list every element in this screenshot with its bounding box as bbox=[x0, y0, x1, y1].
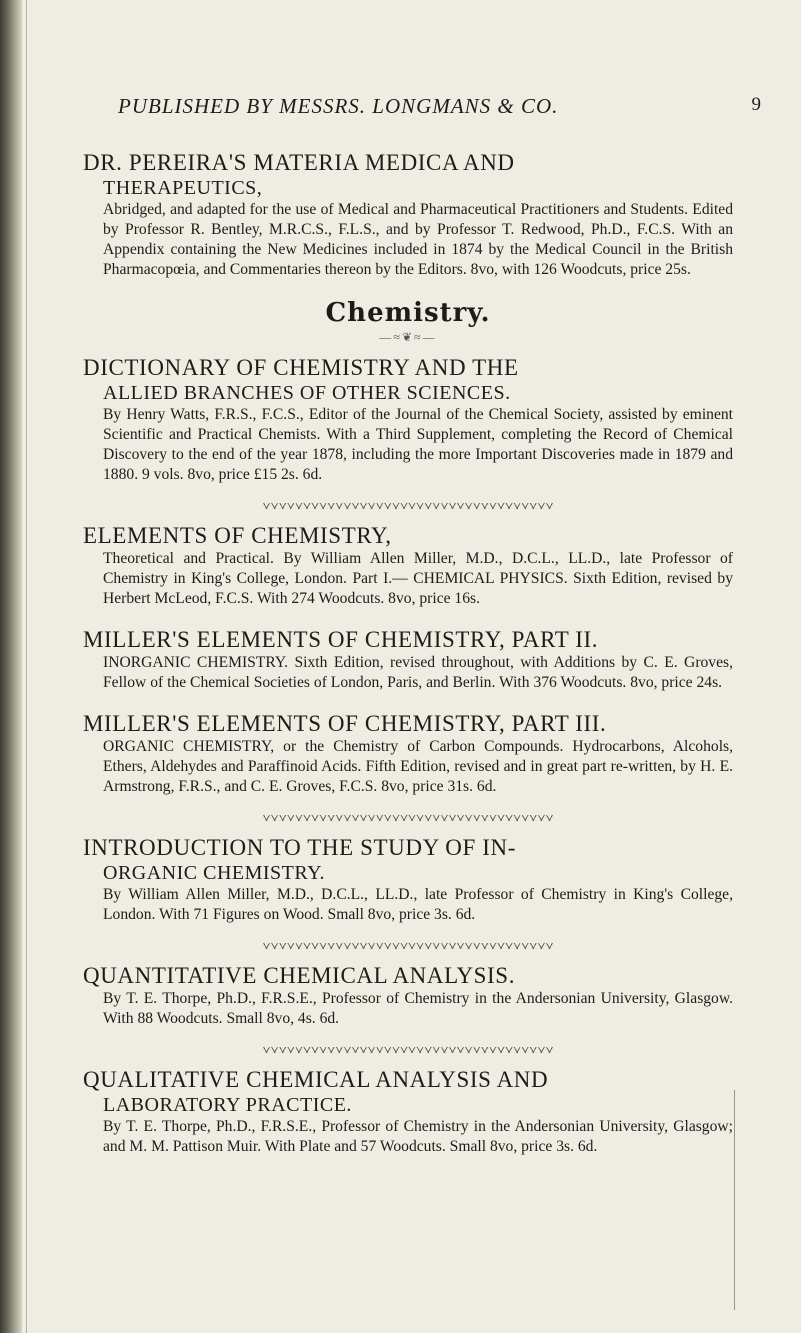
entry-title: MILLER'S ELEMENTS OF CHEMISTRY, PART III. bbox=[83, 711, 607, 736]
entry-pereira bbox=[83, 150, 733, 280]
entry-title: DICTIONARY OF CHEMISTRY AND THE bbox=[83, 355, 519, 380]
entry-quantitative bbox=[83, 963, 733, 1029]
entry-title: MILLER'S ELEMENTS OF CHEMISTRY, PART II. bbox=[83, 627, 599, 652]
ornament-icon: —≈❦≈— bbox=[379, 330, 437, 344]
wave-divider bbox=[263, 1047, 553, 1053]
entry-body: By Henry Watts, F.R.S., F.C.S., Editor of the Journal of the Chemical Society, assisted by eminent Scientific and Practical Chemists. With a Third Supplement, completing the Record of Chemical Discovery to the end of the year 1878, including the more Important Discoveries made in 1879 and 1880. 9 vols. 8vo, price £15 2s. 6d. bbox=[103, 406, 733, 483]
page-content bbox=[83, 150, 733, 1175]
entry-title: DR. PEREIRA'S MATERIA MEDICA AND bbox=[83, 150, 515, 175]
entry-subtitle: ALLIED BRANCHES OF OTHER SCIENCES. bbox=[103, 382, 511, 404]
header-text: PUBLISHED BY MESSRS. LONGMANS & CO. bbox=[118, 94, 559, 118]
entry-title: INTRODUCTION TO THE STUDY OF IN- bbox=[83, 835, 516, 860]
page-number: 9 bbox=[751, 94, 762, 115]
entry-body: ORGANIC CHEMISTRY, or the Chemistry of Carbon Compounds. Hydrocarbons, Alcohols, Ethers, Aldehydes and Paraffinoid Acids. Fifth Edition, revised and in great part re-written, by H. E. Armstrong, F.R.S., and C. E. Groves, F.C.S. 8vo, price 31s. 6d. bbox=[103, 738, 733, 795]
wave-divider bbox=[263, 503, 553, 509]
entry-body: By T. E. Thorpe, Ph.D., F.R.S.E., Professor of Chemistry in the Andersonian University, Glasgow; and M. M. Pattison Muir. With Plate and 57 Woodcuts. Small 8vo, price 3s. 6d. bbox=[103, 1118, 733, 1155]
section-heading: Chemistry. bbox=[325, 298, 491, 328]
entry-body: INORGANIC CHEMISTRY. Sixth Edition, revised throughout, with Additions by C. E. Groves, Fellow of the Chemical Societies of London, Paris, and Berlin. With 376 Woodcuts. 8vo, price 24s. bbox=[103, 654, 733, 691]
entry-miller-part2 bbox=[83, 627, 733, 693]
entry-dictionary bbox=[83, 355, 733, 485]
entry-qualitative bbox=[83, 1067, 733, 1157]
entry-miller-part3 bbox=[83, 711, 733, 797]
entry-subtitle: ORGANIC CHEMISTRY. bbox=[103, 862, 325, 884]
entry-elements bbox=[83, 523, 733, 609]
entry-body: Abridged, and adapted for the use of Medical and Pharmaceutical Practitioners and Students. Edited by Professor R. Bentley, M.R.C.S., F.L.S., and by Professor T. Redwood, Ph.D., F.C.S. With an Appendix containing the New Medicines included in 1874 by the Medical Council in the British Pharmacopœia, and Commentaries thereon by the Editors. 8vo, with 126 Woodcuts, price 25s. bbox=[103, 201, 733, 278]
book-spine-shadow bbox=[0, 0, 22, 1333]
gutter-edge bbox=[26, 0, 27, 1333]
wave-divider bbox=[263, 943, 553, 949]
entry-body: By T. E. Thorpe, Ph.D., F.R.S.E., Professor of Chemistry in the Andersonian University, Glasgow. With 88 Woodcuts. Small 8vo, 4s. 6d. bbox=[103, 990, 733, 1027]
entry-introduction bbox=[83, 835, 733, 925]
entry-subtitle: LABORATORY PRACTICE. bbox=[103, 1094, 352, 1116]
entry-title: QUALITATIVE CHEMICAL ANALYSIS AND bbox=[83, 1067, 549, 1092]
entry-title: ELEMENTS OF CHEMISTRY, bbox=[83, 523, 392, 548]
entry-body: Theoretical and Practical. By William Allen Miller, M.D., D.C.L., LL.D., late Professor of Chemistry in King's College, London. Part I.— CHEMICAL PHYSICS. Sixth Edition, revised by Herbert McLeod, F.C.S. With 274 Woodcuts. 8vo, price 16s. bbox=[103, 550, 733, 607]
entry-subtitle: THERAPEUTICS, bbox=[103, 177, 263, 199]
running-header bbox=[118, 94, 778, 119]
wave-divider bbox=[263, 815, 553, 821]
entry-title: QUANTITATIVE CHEMICAL ANALYSIS. bbox=[83, 963, 516, 988]
margin-rule bbox=[734, 1090, 735, 1310]
entry-body: By William Allen Miller, M.D., D.C.L., LL.D., late Professor of Chemistry in King's College, London. With 71 Figures on Wood. Small 8vo, price 3s. 6d. bbox=[103, 886, 733, 923]
